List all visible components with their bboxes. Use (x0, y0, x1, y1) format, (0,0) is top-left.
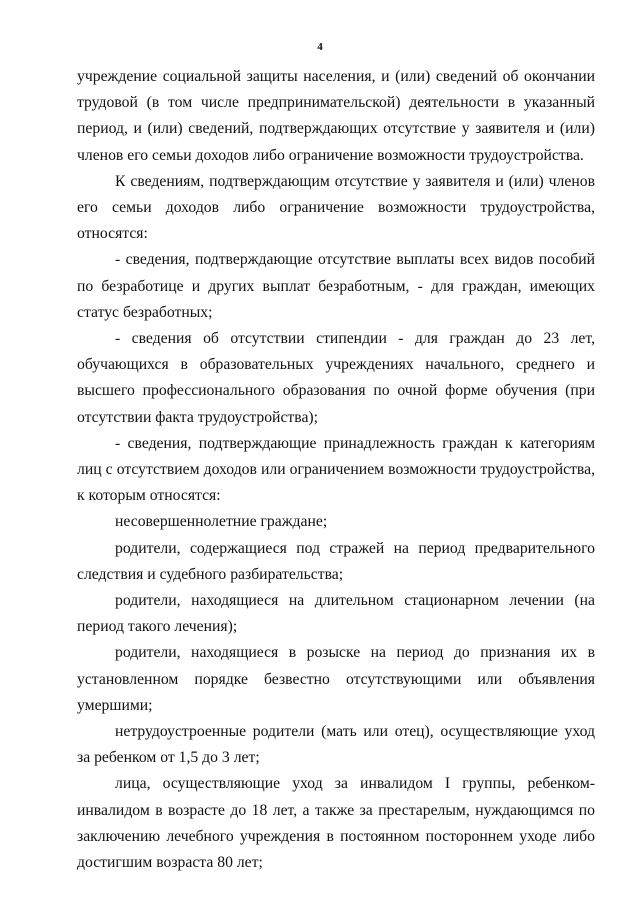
category-childcare-parents: нетрудоустроенные родители (мать или отец), осуществляющие уход за ребенком от 1,5 до 3 лет; (77, 723, 595, 767)
list-item-categories: - сведения, подтверждающие принадлежность граждан к категориям лиц с отсутствием доходов или ограничением возможности трудоустройства, к которым относятся: (77, 434, 595, 505)
document-body (77, 64, 595, 876)
page-number: 4 (317, 41, 323, 53)
category-caregivers: лица, осуществляющие уход за инвалидом I группы, ребенком-инвалидом в возрасте до 18 лет, а также за престарелым, нуждающимся по заключению лечебного учреждения в постоянном постороннем уходе либо достигшим возраста 80 лет; (77, 775, 595, 872)
category-detained-parents: родители, содержащиеся под стражей на период предварительного следствия и судебного разбирательства; (77, 539, 595, 583)
category-wanted-parents: родители, находящиеся в розыске на период до признания их в установленном порядке безвестно отсутствующими или объявления умершими; (77, 644, 595, 714)
paragraph-continuation: учреждение социальной защиты населения, и (или) сведений об окончании трудовой (в том числе предпринимательской) деятельности в указанный период, и (или) сведений, подтверждающих отсутствие у заявителя и (или) членов его семьи доходов либо ограничение возможности трудоустройства. (77, 68, 595, 164)
list-item-unemployment: - сведения, подтверждающие отсутствие выплаты всех видов пособий по безработице и других выплат безработным, - для граждан, имеющих статус безработных; (77, 251, 595, 321)
paragraph-intro: К сведениям, подтверждающим отсутствие у заявителя и (или) членов его семьи доходов либо ограничение возможности трудоустройства, относятся: (77, 172, 595, 243)
category-minors: несовершеннолетние граждане; (115, 513, 328, 531)
list-item-stipend: - сведения об отсутствии стипендии - для граждан до 23 лет, обучающихся в образовательных учреждениях начального, среднего и высшего профессионального образования по очной форме обучения (при отсутствии факта трудоустройства); (77, 330, 595, 426)
category-hospitalized-parents: родители, находящиеся на длительном стационарном лечении (на период такого лечения); (77, 592, 595, 636)
